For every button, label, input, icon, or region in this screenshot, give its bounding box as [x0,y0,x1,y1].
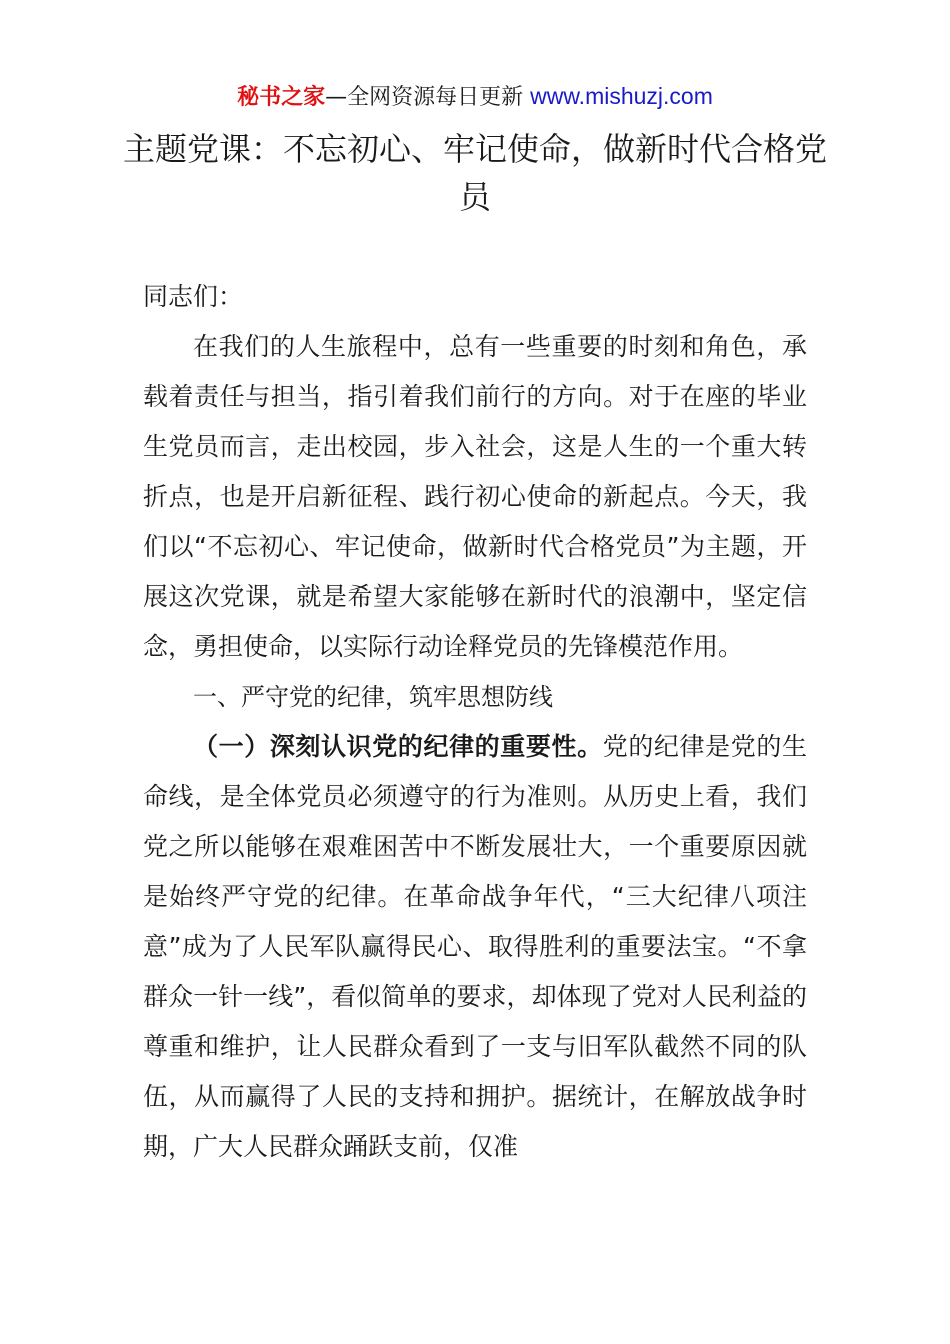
subsection-paragraph [143,722,807,1172]
site-tagline: —全网资源每日更新 [325,85,531,110]
site-brand: 秘书之家 [237,85,326,110]
document-title: 主题党课：不忘初心、牢记使命，做新时代合格党员 [122,130,827,216]
paragraph-intro: 在我们的人生旅程中，总有一些重要的时刻和角色，承载着责任与担当，指引着我们前行的方向。对于在座的毕业生党员而言，走出校园，步入社会，这是人生的一个重大转折点，也是开启新征程、践行初心使命的新起点。今天，我们以“不忘初心、牢记使命，做新时代合格党员”为主题，开展这次党课，就是希望大家能够在新时代的浪潮中，坚定信念，勇担使命，以实际行动诠释党员的先锋模范作用。 [143,332,807,661]
salutation: 同志们： [143,282,244,311]
site-url[interactable]: www.mishuzj.com [530,83,713,109]
site-header [0,80,950,114]
document-body [143,272,807,1172]
subsection-text: 党的纪律是党的生命线，是全体党员必须遵守的行为准则。从历史上看，我们党之所以能够在艰难困苦中不断发展壮大，一个重要原因就是始终严守党的纪律。在革命战争年代，“三大纪律八项注意”成为了人民军队赢得民心、取得胜利的重要法宝。“不拿群众一针一线”，看似简单的要求，却体现了党对人民利益的尊重和维护，让人民群众看到了一支与旧军队截然不同的队伍，从而赢得了人民的支持和拥护。据统计，在解放战争时期，广大人民群众踊跃支前，仅准 [143,732,807,1161]
subsection-heading: （一）深刻认识党的纪律的重要性。 [193,732,603,761]
section-heading: 一、严守党的纪律，筑牢思想防线 [193,683,553,711]
